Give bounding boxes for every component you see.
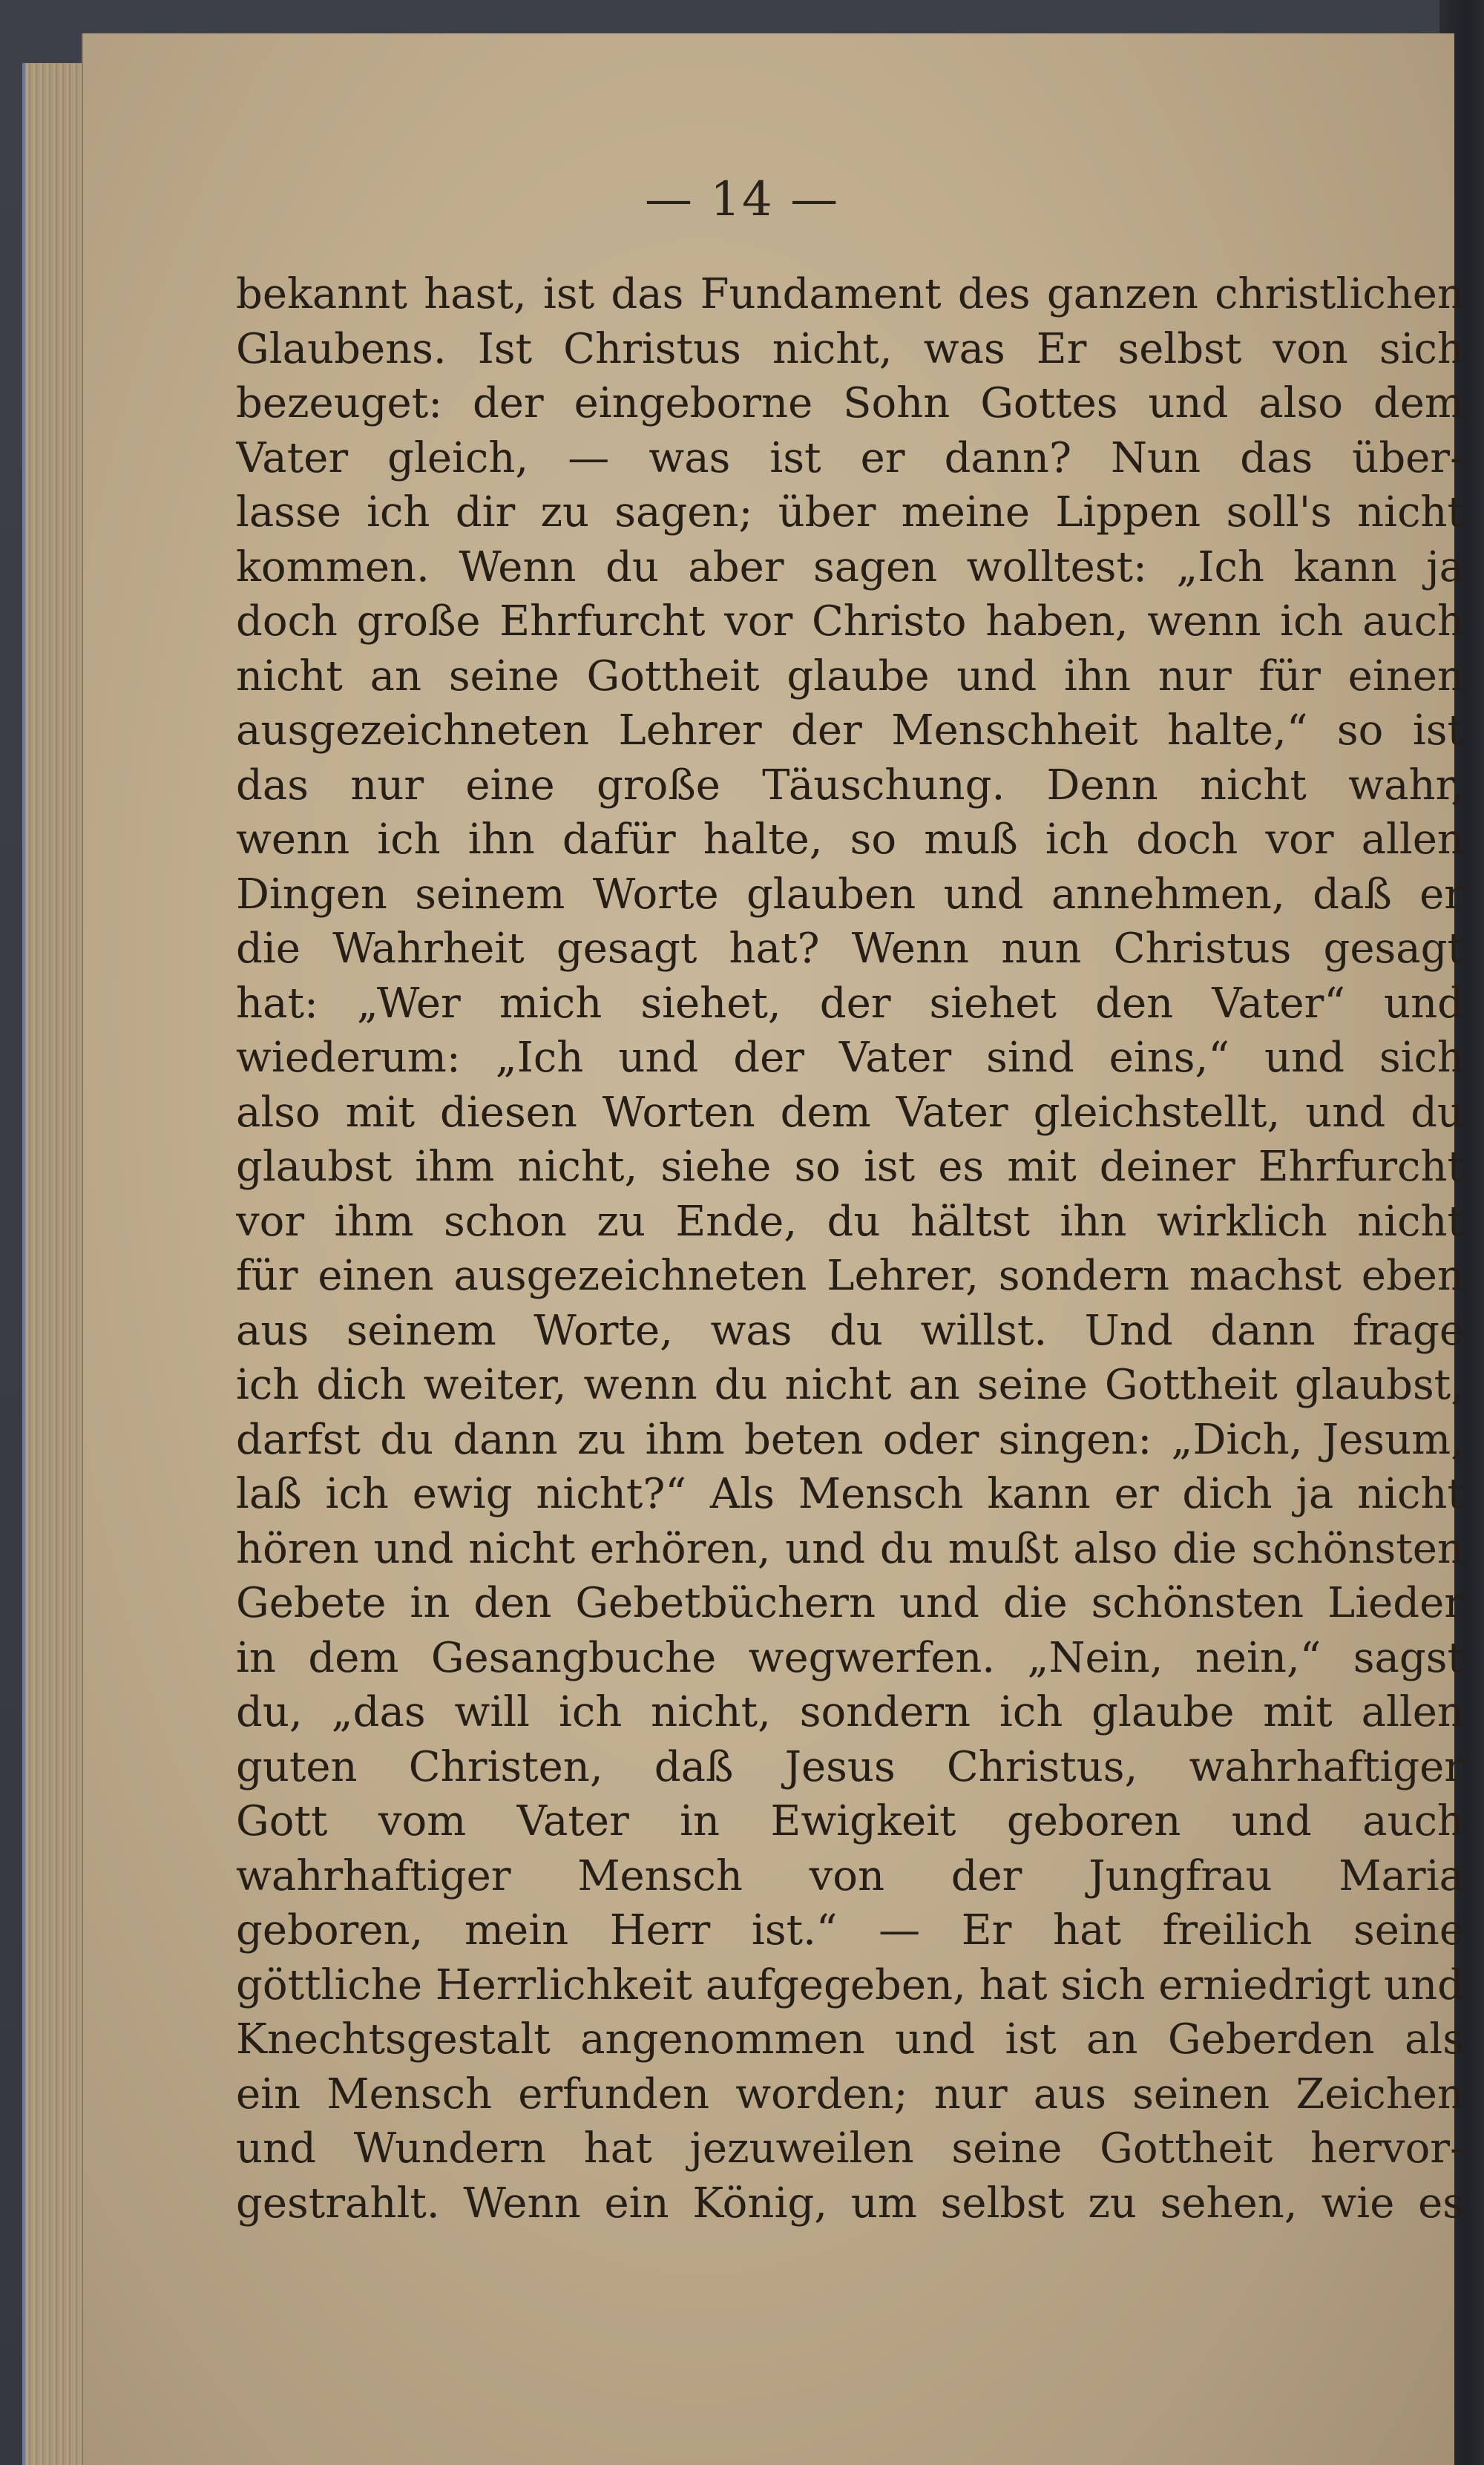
text-line: ein Mensch erfunden worden; nur aus seinen Zeichen [236,2070,1464,2118]
text-line: wiederum: „Ich und der Vater sind eins,“ und sich [236,1034,1464,1082]
text-line: bezeuget: der eingeborne Sohn Gottes und also dem [236,379,1464,427]
text-line: die Wahrheit gesagt hat? Wenn nun Christus gesagt [236,925,1464,973]
text-line: Dingen seinem Worte glauben und annehmen, daß er [236,870,1464,919]
text-line: guten Christen, daß Jesus Christus, wahrhaftiger [236,1742,1464,1791]
text-line: Gebete in den Gebetbüchern und die schönsten Lieder [236,1579,1464,1627]
text-line: Glaubens. Ist Christus nicht, was Er selbst von sich [236,324,1464,373]
text-line: darfst du dann zu ihm beten oder singen: „Dich, Jesum, [236,1415,1464,1464]
text-line: Gott vom Vater in Ewigkeit geboren und auch [236,1797,1464,1845]
text-line: wahrhaftiger Mensch von der Jungfrau Maria [236,1851,1464,1900]
text-line: geboren, mein Herr ist.“ — Er hat freilich seine [236,1906,1464,1954]
text-line: doch große Ehrfurcht vor Christo haben, wenn ich auch [236,597,1464,646]
text-line: in dem Gesangbuche wegwerfen. „Nein, nein,“ sagst [236,1633,1464,1682]
text-line: nicht an seine Gottheit glaube und ihn nur für einen [236,651,1464,700]
body-text [236,267,1464,2231]
text-line: das nur eine große Täuschung. Denn nicht wahr, [236,761,1464,810]
text-line: Vater gleich, — was ist er dann? Nun das über- [236,433,1464,482]
text-line: laß ich ewig nicht?“ Als Mensch kann er dich ja nicht [236,1470,1464,1518]
text-line: du, „das will ich nicht, sondern ich glaube mit allen [236,1688,1464,1736]
text-line: für einen ausgezeichneten Lehrer, sondern machst eben [236,1252,1464,1300]
text-line: gestrahlt. Wenn ein König, um selbst zu sehen, wie es [236,2179,1464,2228]
text-line: göttliche Herrlichkeit aufgegeben, hat sich erniedrigt und [236,1960,1464,2009]
text-line: kommen. Wenn du aber sagen wolltest: „Ich kann ja [236,542,1464,591]
text-line: bekannt hast, ist das Fundament des ganzen christlichen [236,270,1464,318]
text-line: aus seinem Worte, was du willst. Und dann frage [236,1306,1464,1355]
text-line: vor ihm schon zu Ende, du hältst ihn wirklich nicht [236,1197,1464,1246]
text-line: ich dich weiter, wenn du nicht an seine Gottheit glaubst, [236,1361,1464,1409]
text-line: lasse ich dir zu sagen; über meine Lippen soll's nicht [236,488,1464,536]
text-line: glaubst ihm nicht, siehe so ist es mit deiner Ehrfurcht [236,1143,1464,1191]
text-line: also mit diesen Worten dem Vater gleichstellt, und du [236,1088,1464,1137]
text-line: hören und nicht erhören, und du mußt also die schönsten [236,1524,1464,1573]
text-line: und Wundern hat jezuweilen seine Gottheit hervor- [236,2124,1464,2173]
text-line: wenn ich ihn dafür halte, so muß ich doch vor allen [236,815,1464,864]
page-number: — 14 — [644,172,840,227]
text-line: ausgezeichneten Lehrer der Menschheit halte,“ so ist [236,706,1464,755]
text-line: hat: „Wer mich siehet, der siehet den Vater“ und [236,979,1464,1028]
text-line: Knechtsgestalt angenommen und ist an Geberden als [236,2015,1464,2064]
